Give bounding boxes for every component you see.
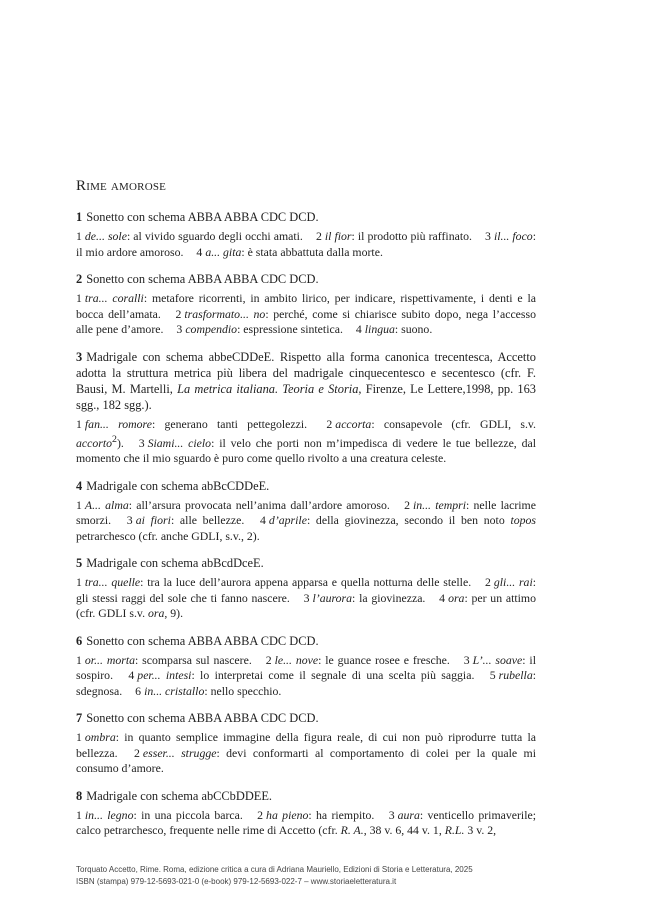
- entry-heading: [76, 271, 536, 287]
- note: 1 in... legno: in una piccola barca.: [76, 807, 243, 822]
- entry-number: 7: [76, 711, 83, 726]
- entry-notes: [76, 575, 536, 622]
- note: 1 A... alma: all’arsura provocata nell’anima dall’ardore amoroso.: [76, 497, 390, 512]
- section-title: Rime amorose: [76, 178, 167, 194]
- entry-7: [76, 710, 536, 777]
- note: 3 L’... soave: il sospiro.: [76, 652, 536, 683]
- note: 5 rubella: sdegnosa.: [76, 668, 537, 698]
- note: 4 per... intesi: lo interpretai come il segnale di una scelta più saggia.: [128, 668, 475, 683]
- note: 3 aura: venticello primaverile; calco petrarchesco, frequente nelle rime di Accetto (cfr. R. A., 38 v. 6, 44 v. 1, R.L. 3 v. 2,: [76, 807, 536, 838]
- note: 4 d’aprile: della giovinezza, secondo il ben noto topos petrarchesco (cfr. anche GDLI, s.v., 2).: [76, 513, 537, 543]
- entry-notes: [76, 808, 536, 839]
- entry-metre: Sonetto con schema ABBA ABBA CDC DCD.: [86, 711, 319, 726]
- entry-number: 8: [76, 788, 83, 803]
- entry-number: 2: [76, 272, 83, 286]
- note: 4 a... gita: è stata abbattuta dalla morte.: [196, 244, 383, 259]
- note: 1 tra... quelle: tra la luce dell’aurora appena apparsa e quella notturna delle stelle.: [76, 575, 472, 590]
- entry-notes: [76, 498, 536, 545]
- note: 3 il... foco: il mio ardore amoroso.: [76, 229, 536, 259]
- entry-metre: Madrigale con schema abBcdDceE.: [86, 556, 264, 571]
- footer-citation: Torquato Accetto, Rime. Roma, edizione critica a cura di Adriana Mauriello, Edizioni di Storia e Letteratura, 2025: [76, 865, 473, 874]
- footer-isbn: ISBN (stampa) 979-12-5693-021-0 (e-book) 979-12-5693-022-7 – www.storiaeletteratura.it: [76, 877, 397, 886]
- notes-body: [76, 178, 536, 850]
- entry-1: [76, 209, 536, 260]
- entry-number: 4: [76, 478, 83, 493]
- entry-metre: Madrigale con schema abCCbDDEE.: [86, 788, 273, 803]
- entry-notes: [76, 291, 536, 338]
- entry-5: [76, 555, 536, 622]
- entry-metre: Sonetto con schema ABBA ABBA CDC DCD.: [86, 272, 319, 286]
- note: 2 il fior: il prodotto più raffinato.: [315, 229, 472, 243]
- note: 1 tra... coralli: metafore ricorrenti, in ambito lirico, per indicare, rispettivamente, i denti e la bocca dell’amata.: [76, 291, 536, 321]
- note: 3 l’aurora: la giovinezza.: [303, 590, 426, 605]
- page-footer: [76, 864, 576, 888]
- entry-number: 3: [76, 349, 83, 364]
- entry-metre: Sonetto con schema ABBA ABBA CDC DCD.: [86, 633, 319, 648]
- note: 2 trasformato... no: perché, come si chiarisce subito dopo, nega l’accesso alle pene d’amore.: [76, 306, 537, 336]
- entry-number: 5: [76, 556, 83, 571]
- note: 2 ha pieno: ha riempito.: [257, 807, 375, 822]
- note: 1 fan... romore: generano tanti pettegolezzi.: [76, 416, 308, 431]
- entry-heading: [76, 349, 536, 413]
- entry-metre: Sonetto con schema ABBA ABBA CDC DCD.: [86, 210, 319, 224]
- entry-metre: Madrigale con schema abBcCDDeE.: [86, 478, 270, 493]
- entry-heading: [76, 633, 536, 649]
- note: 1 de... sole: al vivido sguardo degli occhi amati.: [76, 229, 303, 243]
- entry-metre: Madrigale con schema abbeCDDeE. Rispetto alla forma canonica trecentesca, Accetto adotta la struttura metrica più libera del madrigale cinquecentesco e secentesco (cfr. F. Bausi, M. Martelli,: [76, 349, 536, 396]
- note: 3 compendio: espressione sintetica.: [176, 322, 343, 336]
- cited-title: La metrica italiana. Teoria e Storia: [177, 381, 359, 396]
- note: 2 gli... rai: gli stessi raggi del sole che ti fanno nascere.: [76, 575, 537, 605]
- entry-number: 6: [76, 633, 83, 648]
- note: 2 accorta: consapevole (cfr. GDLI, s.v. accorto$^2$).: [76, 416, 537, 450]
- entry-number: 1: [76, 210, 83, 224]
- note: 1 ombra: in quanto semplice immagine della figura reale, di cui non può riprodurre tutta la bellezza.: [76, 730, 536, 760]
- entry-heading: [76, 710, 536, 726]
- citation-tail: , Firenze, Le Lettere,1998, pp. 163 sgg., 182 sgg.).: [76, 381, 536, 412]
- entry-heading: [76, 555, 536, 571]
- note: 2 le... nove: le guance rosee e fresche.: [265, 652, 450, 667]
- entry-2: [76, 271, 536, 338]
- note: 2 in... tempri: nelle lacrime smorzi.: [76, 497, 536, 528]
- entry-heading: [76, 478, 536, 494]
- note: 2 esser... strugge: devi conformarti al comportamento di colei per la quale mi consumo d’amore.: [76, 745, 536, 776]
- entry-notes: [76, 417, 536, 467]
- entry-6: [76, 633, 536, 700]
- entry-notes: [76, 653, 536, 700]
- entry-3: [76, 349, 536, 467]
- entry-heading: [76, 788, 536, 804]
- note: 1 or... morta: scomparsa sul nascere.: [76, 652, 252, 667]
- note: 3 Siami... cielo: il velo che porti non m’impedisca di vedere le tue bellezze, dal momento che il mio sguardo è puro come quello rivolto a una creatura celeste.: [76, 435, 537, 466]
- note: 4 ora: per un attimo (cfr. GDLI s.v. ora, 9).: [76, 590, 537, 621]
- note: 4 lingua: suono.: [355, 322, 433, 336]
- entry-8: [76, 788, 536, 839]
- note: 3 ai fiori: alle bellezze.: [126, 513, 245, 528]
- entry-notes: [76, 229, 536, 260]
- entry-4: [76, 478, 536, 545]
- entry-notes: [76, 730, 536, 777]
- entry-heading: [76, 209, 536, 225]
- note: 6 in... cristallo: nello specchio.: [135, 683, 282, 698]
